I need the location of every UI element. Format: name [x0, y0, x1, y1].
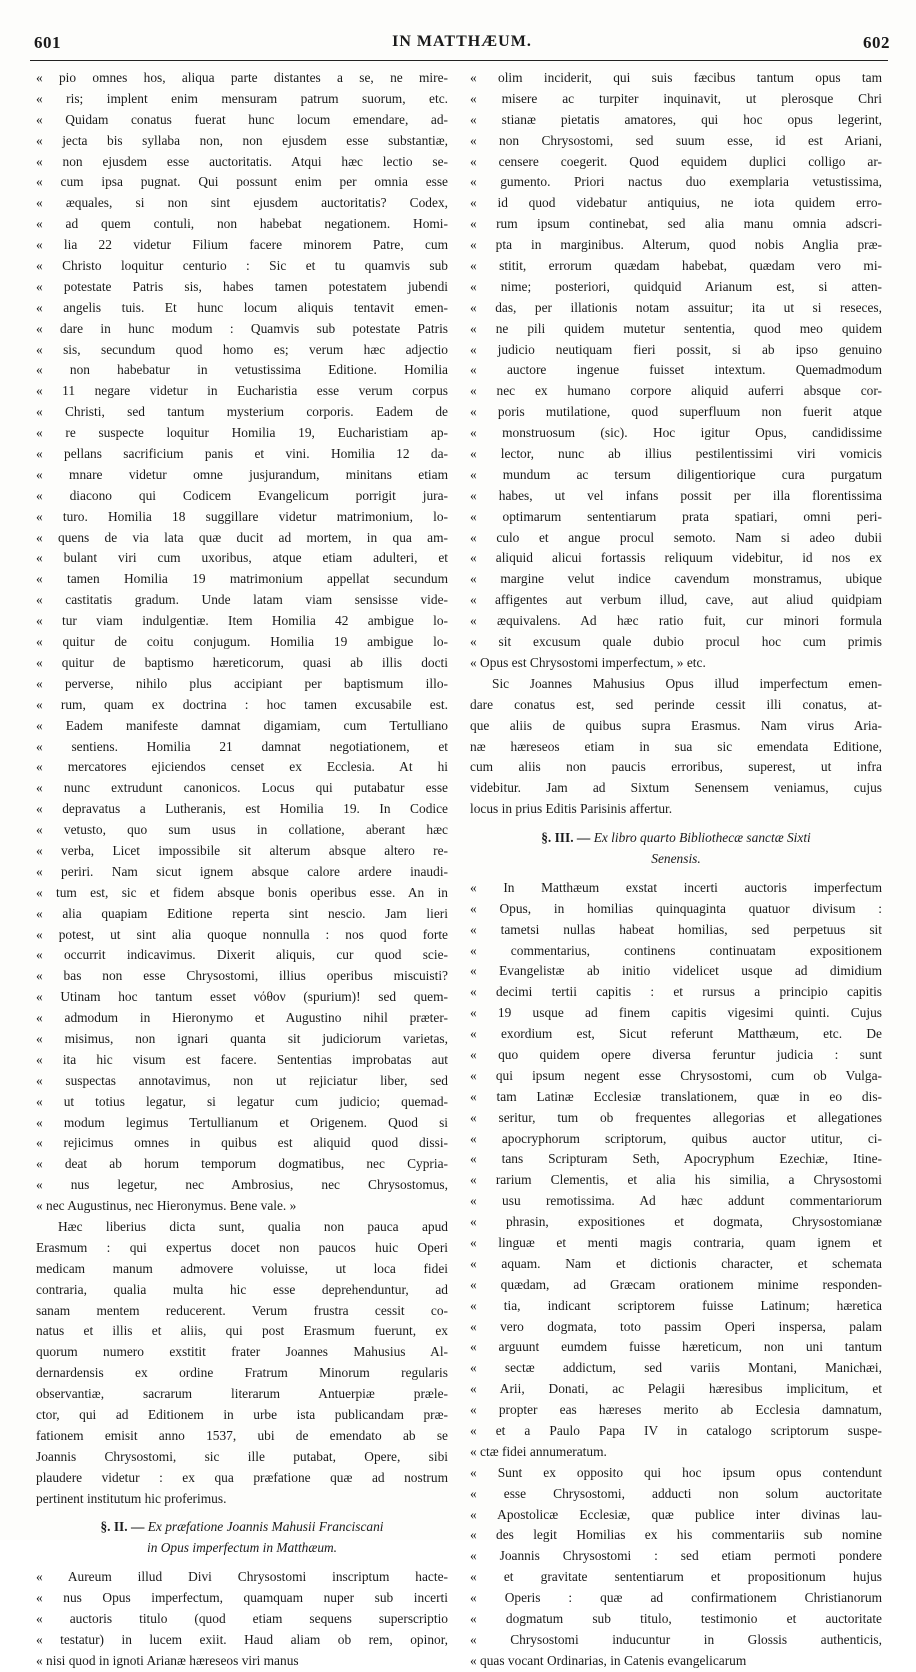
text-line: Hæc liberius dicta sunt, qualia non pauca apud — [58, 1218, 448, 1234]
text-line: « admodum in Hieronymo et Augustino nihil præter- — [36, 1010, 448, 1026]
text-line: « et gravitate sententiarum et propositionum hujus — [470, 1569, 882, 1585]
text-line: « quitur de baptismo hæreticorum, quasi ab illis docti — [36, 654, 448, 670]
section-3-number: §. III. — — [541, 830, 591, 846]
text-line: « periri. Nam sicut ignem absque calore ardere inaudi- — [36, 863, 448, 879]
text-line: « Quidam conatus fuerat hunc locum emendare, ad- — [36, 111, 448, 127]
text-line: « sis, secundum quod homo es; verum hæc adjectio — [36, 341, 448, 357]
text-line: « des legit Homilias ex his commentariis sub nomine — [470, 1527, 882, 1543]
text-line: « aliquid alicui fortassis reliquum videbitur, id nos ex — [470, 550, 882, 566]
text-line: « quas vocant Ordinarias, in Catenis evangelicarum — [470, 1652, 747, 1668]
text-line: natus et illis et aliis, qui post Erasmum fuerunt, ex — [36, 1323, 448, 1339]
text-line: « Opus est Chrysostomi imperfectum, » etc. — [470, 654, 706, 670]
text-line: « Christi, sed tantum mysterium corporis. Eadem de — [36, 404, 448, 420]
text-line: « jecta bis syllaba non, non ejusdem esse substantiæ, — [36, 132, 448, 148]
text-line: « olim inciderit, qui suis fæcibus tantum opus tam — [470, 70, 882, 85]
text-line: « censere coegerit. Quod equidem duplici colligo ar- — [470, 153, 882, 169]
left-para-3 — [36, 1567, 448, 1671]
text-line: dare conatus est, sed perinde cessit illi conatus, at- — [470, 696, 882, 712]
text-line: que aliis de quibus supra Erasmus. Nam virus Aria- — [470, 717, 882, 733]
text-line: « misimus, non ignari quanta sit judiciorum varietas, — [36, 1030, 448, 1046]
text-line: « nus Opus imperfectum, quamquam nuper sub incerti — [36, 1590, 448, 1606]
text-line: « phrasin, expositiones et dogmata, Chrysostomianæ — [470, 1214, 882, 1230]
text-line: « turo. Homilia 18 suggillare videtur matrimonium, lo- — [36, 508, 448, 524]
text-line: locus in prius Editis Parisinis affertur. — [470, 801, 673, 817]
text-line: « verba, Licet impossibile sit alterum absque altero re- — [36, 842, 448, 858]
text-line: Sic Joannes Mahusius Opus illud imperfectum emen- — [492, 675, 882, 691]
right-para-4 — [470, 1463, 882, 1672]
text-line: plaudere videtur : ex qua præfatione quæ ad nostrum — [36, 1469, 448, 1485]
text-line: « mundum ac tersum diligentiorique cura purgatum — [470, 466, 882, 482]
text-line: « lector, nunc ab illius pestilentissimi viri vomicis — [470, 446, 882, 462]
text-line: « diacono qui Codicem Evangelicum porrigit jura- — [36, 487, 448, 503]
section-3-heading-line-1 — [470, 828, 882, 849]
text-line: « ne pili quidem mutetur sententia, quod meo quidem — [470, 320, 882, 336]
text-line: quorum numero exstitit frater Joannes Mahusius Al- — [36, 1344, 448, 1360]
text-line: « Apostolicæ Ecclesiæ, quæ publice inter divinas lau- — [470, 1506, 882, 1522]
right-page-number: 602 — [863, 33, 890, 52]
text-line: « non ejusdem esse auctoritatis. Atqui hæc lectio se- — [36, 153, 448, 169]
text-line: « nec Augustinus, nec Hieronymus. Bene vale. » — [36, 1198, 297, 1214]
text-line: « tum est, sic et fidem absque bonis operibus esse. An in — [36, 884, 448, 900]
header-rule — [30, 60, 888, 61]
text-line: « das, per illationis notam assuitur; ita ut si reseces, — [470, 299, 882, 315]
text-line: « mercatores ejiciendos censet ex Ecclesia. At hi — [36, 759, 448, 775]
text-line: « potest, ut sint alia quoque nonnulla : nos quod forte — [36, 926, 448, 942]
text-line: « depravatus a Lutheranis, est Homilia 19. In Codice — [36, 801, 448, 817]
text-line: « mnare videtur omne jusjurandum, minitans etiam — [36, 466, 448, 482]
text-line: « decimi tertii capitis : et rursus a principio capitis — [470, 984, 882, 1000]
text-line: « nunc extrudunt canonicos. Locus qui putabatur esse — [36, 780, 448, 796]
text-line: « judicio neutiquam fieri possit, si ab ipso genuino — [470, 341, 882, 357]
text-line: « vetusto, quo sum usus in collatione, aberant hæc — [36, 822, 448, 838]
text-line: « re suspecte loquitur Homilia 19, Eucharistiam ap- — [36, 425, 448, 441]
text-line: « Sunt ex opposito qui hoc ipsum opus contendunt — [470, 1464, 882, 1480]
text-line: ctor, qui ad Editionem in urbe ista publicandam præ- — [36, 1407, 448, 1422]
running-title: IN MATTHÆUM. — [392, 33, 532, 50]
text-line: « auctoris titulo (quod etiam sequens superscriptio — [36, 1611, 448, 1627]
left-page-number: 601 — [34, 33, 61, 52]
right-column — [470, 68, 882, 1672]
text-line: « et a Paulo Papa IV in catalogo scriptorum suspe- — [470, 1423, 882, 1438]
right-para-1 — [470, 68, 882, 674]
text-line: « ut totius legatur, si legatur cum judicio; quemad- — [36, 1093, 448, 1109]
section-2-heading-line-2: in Opus imperfectum in Matthæum. — [146, 1540, 338, 1556]
text-line: « rum ipsum continebat, sed alia manu omnia adscri- — [470, 216, 882, 232]
text-line: « arguunt eumdem fuisse hæreticum, non uni tantum — [470, 1339, 882, 1355]
section-3-title: Ex libro quarto Bibliothecæ sanctæ Sixti — [593, 830, 811, 846]
text-line: « bulant viri cum uxoribus, atque etiam adulteri, et — [36, 550, 448, 566]
text-line: « tametsi nullas habeat homilias, sed perpetuus sit — [470, 921, 882, 937]
text-line: « sentiens. Homilia 21 damnat negotiationem, et — [36, 738, 448, 754]
text-line: « aquam. Nam et dictionis character, et schemata — [470, 1255, 882, 1271]
text-line: « optimarum sententiarum prata spatiari, omni peri- — [470, 508, 882, 524]
text-line: « pio omnes hos, aliqua parte distantes a se, ne mire- — [36, 70, 448, 85]
text-line: « Chrysostomi inducuntur in Glossis authenticis, — [470, 1631, 882, 1647]
text-line: pertinent institutum hic proferimus. — [36, 1490, 227, 1506]
text-line: « monstruosum (sic). Hoc igitur Opus, candidissime — [470, 425, 882, 441]
text-line: « id quod videbatur antiquius, ne iota quidem erro- — [470, 195, 882, 211]
text-line: « tamen Homilia 19 matrimonium appellat secundum — [36, 571, 448, 587]
text-line: « potestate Patris sis, habes tamen potestatem jubendi — [36, 278, 448, 294]
text-line: « quens de via lata quæ ducit ad mortem, in qua am- — [36, 529, 448, 545]
text-line: « nec ex humano corpore aliquid auferri absque cor- — [470, 383, 882, 399]
text-line: « habes, ut vel infans possit per illa florentissima — [470, 487, 882, 503]
text-line: « nisi quod in ignoti Arianæ hæreseos viri manus — [36, 1652, 299, 1668]
text-line: « alia quapiam Editione reperta sint nescio. Jam lieri — [36, 905, 448, 921]
text-line: sanam mentem reducerent. Verum frustra cessit co- — [36, 1302, 448, 1318]
text-line: « tia, indicant scriptorem fuisse Latinum; hæretica — [470, 1297, 882, 1313]
text-line: « linguæ et menti magis contraria, quam ignem et — [470, 1234, 882, 1250]
text-line: « cum ipsa pugnat. Qui possunt enim per omnia esse — [36, 174, 448, 190]
text-line: « Christo loquitur centurio : Sic et tu quamvis sub — [36, 258, 448, 274]
section-gap — [470, 870, 882, 878]
text-line: « rejicimus omnes in quibus est aliquid quod dissi- — [36, 1135, 448, 1151]
section-gap — [470, 820, 882, 828]
text-line: « stianæ pietatis amatores, qui hoc opus legerint, — [470, 111, 882, 127]
text-line: « auctore ingenue fuisset intextum. Quemadmodum — [470, 362, 882, 378]
text-line: « non habebatur in vetustissima Editione. Homilia — [36, 362, 448, 378]
text-line: « qui ipsum negent esse Chrysostomi, cum ob Vulga- — [470, 1067, 882, 1083]
text-line: « affigentes aut verbum illud, cave, aut aliud quidpiam — [470, 592, 882, 608]
text-line: « castitatis gradum. Unde latam viam sensisse vide- — [36, 592, 448, 608]
text-line: « occurrit indicavimus. Dixerit aliquis, cur quod scie- — [36, 947, 448, 963]
text-line: observantiæ, sacrarum literarum Antuerpiæ præle- — [36, 1386, 448, 1402]
text-line: « margine velut indice cavendum monstramus, ubique — [470, 571, 882, 587]
text-line: « quitur de coitu conjugum. Homilia 19 ambigue lo- — [36, 634, 448, 650]
text-line: « quo quidem opere diversa feruntur judicia : sunt — [470, 1046, 882, 1062]
text-line: « 11 negare videtur in Eucharistia esse verum corpus — [36, 383, 448, 399]
text-line: « quædam, ad Græcam orationem minime responden- — [470, 1276, 882, 1292]
text-line: « nus legetur, nec Ambrosius, nec Chrysostomus, — [36, 1177, 448, 1193]
text-line: « Evangelistæ ab initio videlicet usque ad dimidium — [470, 963, 882, 979]
text-line: « tans Scripturam Seth, Apocryphum Ezechiæ, Itine- — [470, 1151, 882, 1167]
text-line: « Eadem manifeste damnat digamiam, cum Tertulliano — [36, 717, 448, 733]
text-line: « angelis tuis. Et hunc locum aliquis tentavit emen- — [36, 299, 448, 315]
text-line: « dogmatum sub titulo, testimonio et auctoritate — [470, 1611, 882, 1627]
section-2-heading-line-1 — [36, 1517, 448, 1538]
text-line: « bas non esse Chrysostomi, illius operibus miscuisti? — [36, 968, 448, 984]
text-line: « ris; implent enim mensuram patrum suorum, etc. — [36, 90, 448, 106]
text-line: « rarium Clementis, et alia his similia, a Chrysostomi — [470, 1172, 882, 1188]
text-line: fationem emisit anno 1537, ubi de emendato ab se — [36, 1427, 448, 1443]
text-line: « sit excusum quale dubio procul hoc cum primis — [470, 634, 882, 650]
text-line: « ad quem contuli, non habebat negationem. Homi- — [36, 216, 448, 232]
text-line: « sectæ addictum, sed variis Montani, Manichæi, — [470, 1360, 882, 1376]
text-line: medicam manum admovere voluisse, ut loca fidei — [36, 1260, 448, 1276]
text-line: « apocryphorum scriptorum, quibus auctor utitur, ci- — [470, 1130, 882, 1146]
text-line: « non Chrysostomi, sed suum esse, id est Ariani, — [470, 132, 882, 148]
text-line: Joannis Chrysostomi, sic ille putabat, Opere, sibi — [36, 1448, 448, 1464]
text-line: « nime; posteriori, quidquid Arianum est, si atten- — [470, 278, 882, 294]
text-line: dernardensis ex ordine Fratrum Minorum regularis — [36, 1365, 448, 1381]
text-line: « propter eas hæreses merito ab Ecclesia damnatum, — [470, 1402, 882, 1418]
left-para-2 — [36, 1217, 448, 1509]
left-para-1 — [36, 68, 448, 1217]
text-line: « ctæ fidei annumeratum. — [470, 1443, 607, 1459]
text-line: « Operis : quæ ad confirmationem Christianorum — [470, 1590, 882, 1606]
text-line: cum aliis non paucis erroribus, superest, ut infra — [470, 759, 882, 775]
text-line: « tur viam indulgentiæ. Item Homilia 42 ambigue lo- — [36, 613, 448, 629]
right-para-3 — [470, 878, 882, 1463]
text-line: « Opus, in homilias quinquaginta quatuor divisum : — [470, 900, 882, 916]
text-line: næ hæreseos etiam in sua sic emendata Editione, — [470, 738, 882, 754]
section-2-number: §. II. — — [100, 1519, 145, 1535]
section-gap — [36, 1509, 448, 1517]
text-line: « rum, quam ex doctrina : hoc tamen excusabile est. — [36, 696, 448, 712]
text-line: « vero dogmata, toto passim Operi inspersa, palam — [470, 1318, 882, 1334]
text-line: « tam Latinæ Ecclesiæ translationem, quæ in eo dis- — [470, 1088, 882, 1104]
text-line: « In Matthæum exstat incerti auctoris imperfectum — [470, 879, 882, 895]
text-line: « suspectas annotavimus, non ut rejiciatur liber, sed — [36, 1072, 448, 1088]
section-gap — [36, 1559, 448, 1567]
text-line: « commentarius, continens continuatam expositionem — [470, 942, 882, 958]
text-line: « æquales, si non sint ejusdem auctoritatis? Codex, — [36, 195, 448, 211]
page-header — [34, 33, 890, 57]
text-line: « deat ab horum temporum dogmatibus, nec Cypria- — [36, 1156, 448, 1172]
text-line: « stitit, errorum quædam habebat, quædam vero mi- — [470, 258, 882, 274]
text-line: contraria, qualia multa hic esse deprehenduntur, ad — [36, 1281, 448, 1297]
text-line: « perverse, nihilo plus accipiant per baptismum illo- — [36, 675, 448, 691]
right-para-2 — [470, 674, 882, 820]
text-line: « esse Chrysostomi, adducti non solum auctoritate — [470, 1485, 882, 1501]
text-line: « culo et angue procul semoto. Nam si adeo dubii — [470, 529, 882, 545]
text-line: « gumento. Priori nactus duo exemplaria vetustissima, — [470, 174, 882, 190]
text-line: « pellans sacrificium panis et vini. Homilia 12 da- — [36, 446, 448, 462]
text-line: Erasmum : qui expertus docet non paucos huic Operi — [36, 1239, 448, 1255]
text-line: « Utinam hoc tantum esset νόθον (spurium)! sed quem- — [36, 989, 448, 1005]
text-line: « lia 22 videtur Filium facere minorem Patre, cum — [36, 237, 448, 253]
section-2-title: Ex præfatione Joannis Mahusii Franciscani — [147, 1519, 384, 1535]
left-column — [36, 68, 448, 1672]
section-3-heading-line-2: Senensis. — [651, 850, 701, 866]
text-line: « exordium est, Sicut referunt Matthæum, etc. De — [470, 1026, 882, 1042]
text-line: « Arii, Donati, ac Pelagii hæresibus implicitum, et — [470, 1381, 882, 1397]
text-line: « 19 usque ad finem capitis vigesimi quinti. Cujus — [470, 1005, 882, 1021]
text-line: « testatur) in lucem exiit. Haud aliam ob rem, opinor, — [36, 1631, 448, 1647]
text-line: « ita hic visum est facere. Sententias improbatas aut — [36, 1051, 448, 1067]
text-line: « Aureum illud Divi Chrysostomi inscriptum hacte- — [36, 1569, 448, 1585]
text-line: « usu remotissima. Ad hæc addunt commentariorum — [470, 1193, 882, 1209]
text-line: « dare in hunc modum : Quamvis sub potestate Patris — [36, 320, 448, 336]
text-line: « misere ac turpiter inquinavit, ut plerosque Chri — [470, 90, 882, 106]
text-line: « Joannis Chrysostomi : sed etiam permoti pondere — [470, 1548, 882, 1564]
text-line: « poris mutilatione, quod superfluum non fuerit atque — [470, 404, 882, 420]
text-line: « modum legimus Tertullianum et Origenem. Quod si — [36, 1114, 448, 1130]
text-line: « æquivalens. Ad hæc ratio fuit, cur minori formula — [470, 613, 882, 629]
text-line: « pta in marginibus. Alterum, quod nobis Anglia præ- — [470, 237, 882, 253]
text-line: videbitur. Jam ad Sixtum Senensem veniamus, cujus — [470, 780, 882, 796]
text-line: « seritur, tum ob frequentes allegorias et allegationes — [470, 1109, 882, 1125]
